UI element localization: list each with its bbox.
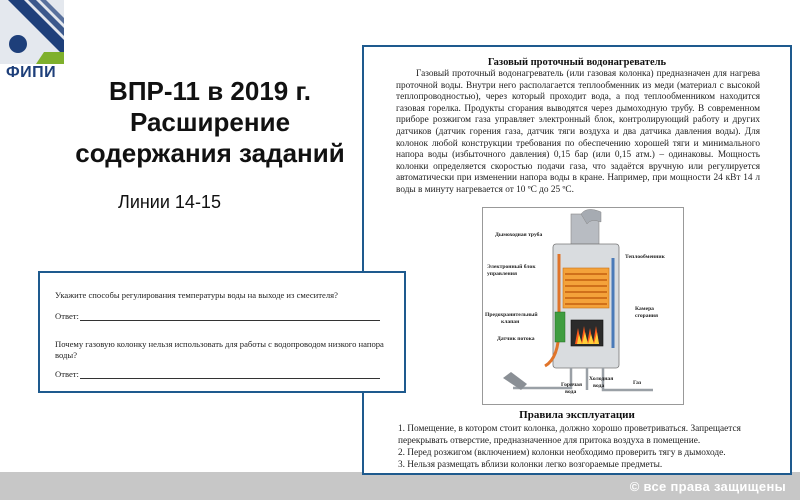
document-card xyxy=(362,45,792,475)
answer-2-label: Ответ: xyxy=(55,369,79,379)
label-hot-water-1: Горячая xyxy=(561,382,582,388)
slide-subtitle: Линии 14-15 xyxy=(118,192,221,212)
label-hot-water-2: вода xyxy=(565,389,577,395)
label-chamber-2: сгорания xyxy=(635,313,659,319)
label-valve-1: Предохранительный xyxy=(485,312,538,318)
heater-illustration xyxy=(483,208,683,404)
title-line-1: ВПР-11 в 2019 г. xyxy=(109,76,311,106)
answer-1-label: Ответ: xyxy=(55,311,79,321)
question-2: Почему газовую колонку нельзя использовать для работы с водопроводом низкого напора воды? xyxy=(55,339,384,360)
label-flow-sensor: Датчик потока xyxy=(497,336,535,342)
slide-title xyxy=(40,76,380,169)
title-line-3: содержания заданий xyxy=(75,138,345,168)
label-chimney: Дымоходная труба xyxy=(495,232,543,238)
label-gas: Газ xyxy=(633,380,642,386)
rule-item: 1. Помещение, в котором стоит колонка, должно хорошо проветриваться. Запрещается перекрывать отверстие, предназначенное для притока воздуха в помещение. xyxy=(398,424,741,446)
label-cold-water-1: Холодная xyxy=(589,376,614,382)
rules-title: Правила эксплуатации xyxy=(519,409,635,421)
heater-diagram xyxy=(482,207,684,405)
rule-item: 2. Перед розжигом (включением) колонки необходимо проверить тягу в дымоходе. xyxy=(398,448,726,458)
copyright-text: © все права защищены xyxy=(629,479,786,494)
rule-item: 3. Нельзя размещать вблизи колонки легко возгораемые предметы. xyxy=(398,460,663,470)
label-control-unit-1: Электронный блок xyxy=(487,264,536,270)
title-line-2: Расширение xyxy=(129,107,291,137)
task-card xyxy=(38,271,406,393)
label-heat-exchanger: Теплообменник xyxy=(625,254,665,260)
document-title: Газовый проточный водонагреватель xyxy=(487,57,667,68)
answer-1-line[interactable] xyxy=(80,320,380,321)
answer-2-line[interactable] xyxy=(80,378,380,379)
logo-text: ФИПИ xyxy=(6,64,57,81)
label-chamber-1: Камера xyxy=(635,306,654,312)
document-body: Газовый проточный водонагреватель (или газовая колонка) предназначен для нагрева проточной воды. Внутри него располагается теплообменник из меди (материал с высокой теплопроводностью), через который проходит вода, а под теплообменником находится газовая горелка. Продукты сгорания выводятся через дымоходную трубу. В современном приборе розжигом газа управляет электронный блок, контролирующий работу и других датчиков (датчик горения газа, датчик тяги воздуха и два датчика давления воды). Для колонок любой конструкции требования по обеспечению хорошей тяги и минимального напора воды (избыточного давления) 0,15 бар (или 0,15 атм.) – одинаковы. Мощность колонки определяется скоростью подачи газа, что задаётся вручную или регулируется автоматически при изменении напора воды в кране. Например, при мощности 24 кВт 14 л воды в минуту нагревается от 10 ºС до 25 ºС. xyxy=(396,69,760,195)
logo-mark-icon xyxy=(0,0,64,64)
label-control-unit-2: управления xyxy=(487,271,517,277)
rules-list xyxy=(398,423,760,471)
question-1: Укажите способы регулирования температуры воды на выходе из смесителя? xyxy=(55,290,338,300)
control-unit xyxy=(555,312,565,342)
label-valve-2: клапан xyxy=(501,319,520,325)
label-cold-water-2: вода xyxy=(593,383,605,389)
